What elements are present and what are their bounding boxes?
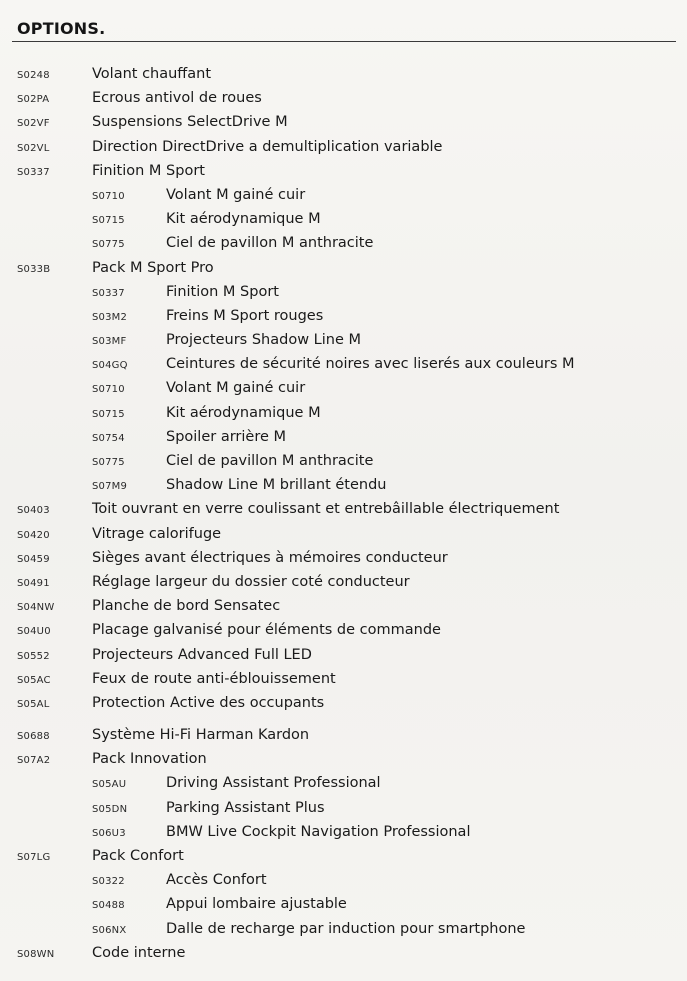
option-label: Planche de bord Sensatec	[92, 598, 281, 615]
option-label: Kit aérodynamique M	[166, 211, 321, 228]
option-subrow	[0, 919, 687, 943]
option-subrow	[0, 798, 687, 822]
option-label: Pack Confort	[92, 848, 184, 864]
option-code: S05DN	[92, 803, 128, 815]
option-subrow	[0, 822, 687, 846]
option-row	[0, 258, 687, 282]
option-code: S0337	[92, 287, 125, 299]
option-subrow	[0, 306, 687, 330]
option-row	[0, 645, 687, 669]
option-code: S0775	[92, 457, 125, 468]
option-code: S0459	[17, 553, 50, 565]
option-label: Ciel de pavillon M anthracite	[166, 453, 374, 469]
option-row	[0, 846, 687, 870]
option-label: Freins M Sport rouges	[166, 307, 324, 324]
option-code: S02VL	[17, 142, 50, 154]
option-row	[0, 137, 687, 161]
option-label: Appui lombaire ajustable	[166, 896, 347, 913]
option-row	[0, 669, 687, 693]
option-label: Suspensions SelectDrive M	[92, 114, 288, 131]
option-row	[0, 161, 687, 185]
option-label: Volant M gainé cuir	[166, 186, 306, 203]
title-divider	[12, 41, 676, 42]
option-subrow	[0, 233, 687, 257]
option-row	[0, 693, 687, 717]
option-subrow	[0, 427, 687, 451]
option-label: Shadow Line M brillant étendu	[166, 477, 387, 494]
option-code: S06NX	[92, 924, 127, 936]
option-label: Dalle de recharge par induction pour smartphone	[166, 920, 526, 937]
option-row	[0, 499, 687, 523]
option-label: Sièges avant électriques à mémoires conducteur	[92, 549, 448, 566]
option-label: Ecrous antivol de roues	[92, 90, 262, 107]
option-label: Projecteurs Shadow Line M	[166, 332, 362, 349]
option-subrow	[0, 403, 687, 427]
option-label: Système Hi-Fi Harman Kardon	[92, 727, 310, 744]
option-label: Ceintures de sécurité noires avec liserés aux couleurs M	[166, 356, 575, 373]
option-row	[0, 112, 687, 136]
option-subrow	[0, 475, 687, 499]
option-row	[0, 64, 687, 88]
option-subrow	[0, 894, 687, 918]
option-code: S0248	[17, 70, 50, 81]
option-label: Feux de route anti-éblouissement	[92, 670, 336, 687]
option-code: S0754	[92, 432, 125, 444]
option-code: S0710	[92, 190, 125, 202]
option-label: Kit aérodynamique M	[166, 404, 321, 421]
option-label: Ciel de pavillon M anthracite	[166, 235, 374, 252]
option-label: Direction DirectDrive a demultiplication variable	[92, 138, 443, 155]
option-label: Pack M Sport Pro	[92, 259, 214, 276]
option-label: Driving Assistant Professional	[166, 775, 381, 792]
option-code: S0715	[92, 215, 125, 227]
option-code: S02PA	[17, 94, 50, 106]
option-label: Spoiler arrière M	[166, 428, 287, 445]
option-code: S03M2	[92, 311, 128, 323]
option-subrow	[0, 282, 687, 306]
option-code: S03MF	[92, 336, 127, 348]
option-label: Pack Innovation	[92, 751, 207, 768]
option-code: S04NW	[17, 602, 55, 614]
option-label: Toit ouvrant en verre coulissant et entrebâillable électriquement	[92, 501, 560, 518]
option-code: S06U3	[92, 827, 126, 839]
option-label: Protection Active des occupants	[92, 694, 325, 711]
option-row	[0, 88, 687, 112]
option-label: BMW Live Cockpit Navigation Professional	[166, 823, 471, 840]
option-label: Projecteurs Advanced Full LED	[92, 646, 312, 663]
options-list	[0, 64, 687, 967]
option-subrow	[0, 185, 687, 209]
option-row	[0, 548, 687, 572]
option-row	[0, 725, 687, 749]
option-code: S0403	[17, 505, 50, 517]
option-label: Finition M Sport	[166, 283, 279, 300]
option-code: S0488	[92, 900, 125, 912]
option-row	[0, 620, 687, 644]
option-code: S04GQ	[92, 360, 128, 372]
option-row	[0, 596, 687, 620]
option-code: S0688	[17, 731, 50, 743]
option-subrow	[0, 773, 687, 797]
option-code: S0715	[92, 408, 125, 420]
option-code: S0420	[17, 529, 50, 541]
option-code: S05AL	[17, 698, 50, 710]
option-code: S033B	[17, 263, 51, 275]
page-title: OPTIONS.	[17, 19, 106, 38]
option-code: S0710	[92, 384, 125, 396]
option-label: Accès Confort	[166, 872, 267, 889]
option-row	[0, 749, 687, 773]
option-code: S07A2	[17, 755, 51, 767]
option-label: Code interne	[92, 944, 186, 961]
option-subrow	[0, 870, 687, 894]
option-code: S02VF	[17, 118, 50, 130]
option-label: Finition M Sport	[92, 162, 205, 179]
option-subrow	[0, 209, 687, 233]
option-label: Placage galvanisé pour éléments de commande	[92, 622, 441, 639]
option-row	[0, 572, 687, 596]
option-code: S0552	[17, 650, 50, 662]
option-label: Vitrage calorifuge	[92, 525, 222, 542]
option-code: S05AC	[17, 674, 51, 686]
option-label: Volant M gainé cuir	[166, 380, 306, 397]
option-code: S0337	[17, 166, 50, 178]
option-code: S05AU	[92, 779, 127, 791]
option-code: S04U0	[17, 626, 51, 638]
option-label: Volant chauffant	[92, 66, 212, 82]
option-subrow	[0, 330, 687, 354]
option-subrow	[0, 451, 687, 475]
option-code: S0775	[92, 239, 125, 251]
option-row	[0, 943, 687, 967]
option-code: S08WN	[17, 948, 55, 960]
option-code: S07M9	[92, 481, 128, 493]
option-subrow	[0, 378, 687, 402]
option-label: Parking Assistant Plus	[166, 799, 325, 816]
option-label: Réglage largeur du dossier coté conducteur	[92, 573, 410, 590]
option-code: S07LG	[17, 852, 51, 863]
option-subrow	[0, 354, 687, 378]
option-code: S0322	[92, 876, 125, 888]
option-row	[0, 524, 687, 548]
option-code: S0491	[17, 577, 50, 589]
